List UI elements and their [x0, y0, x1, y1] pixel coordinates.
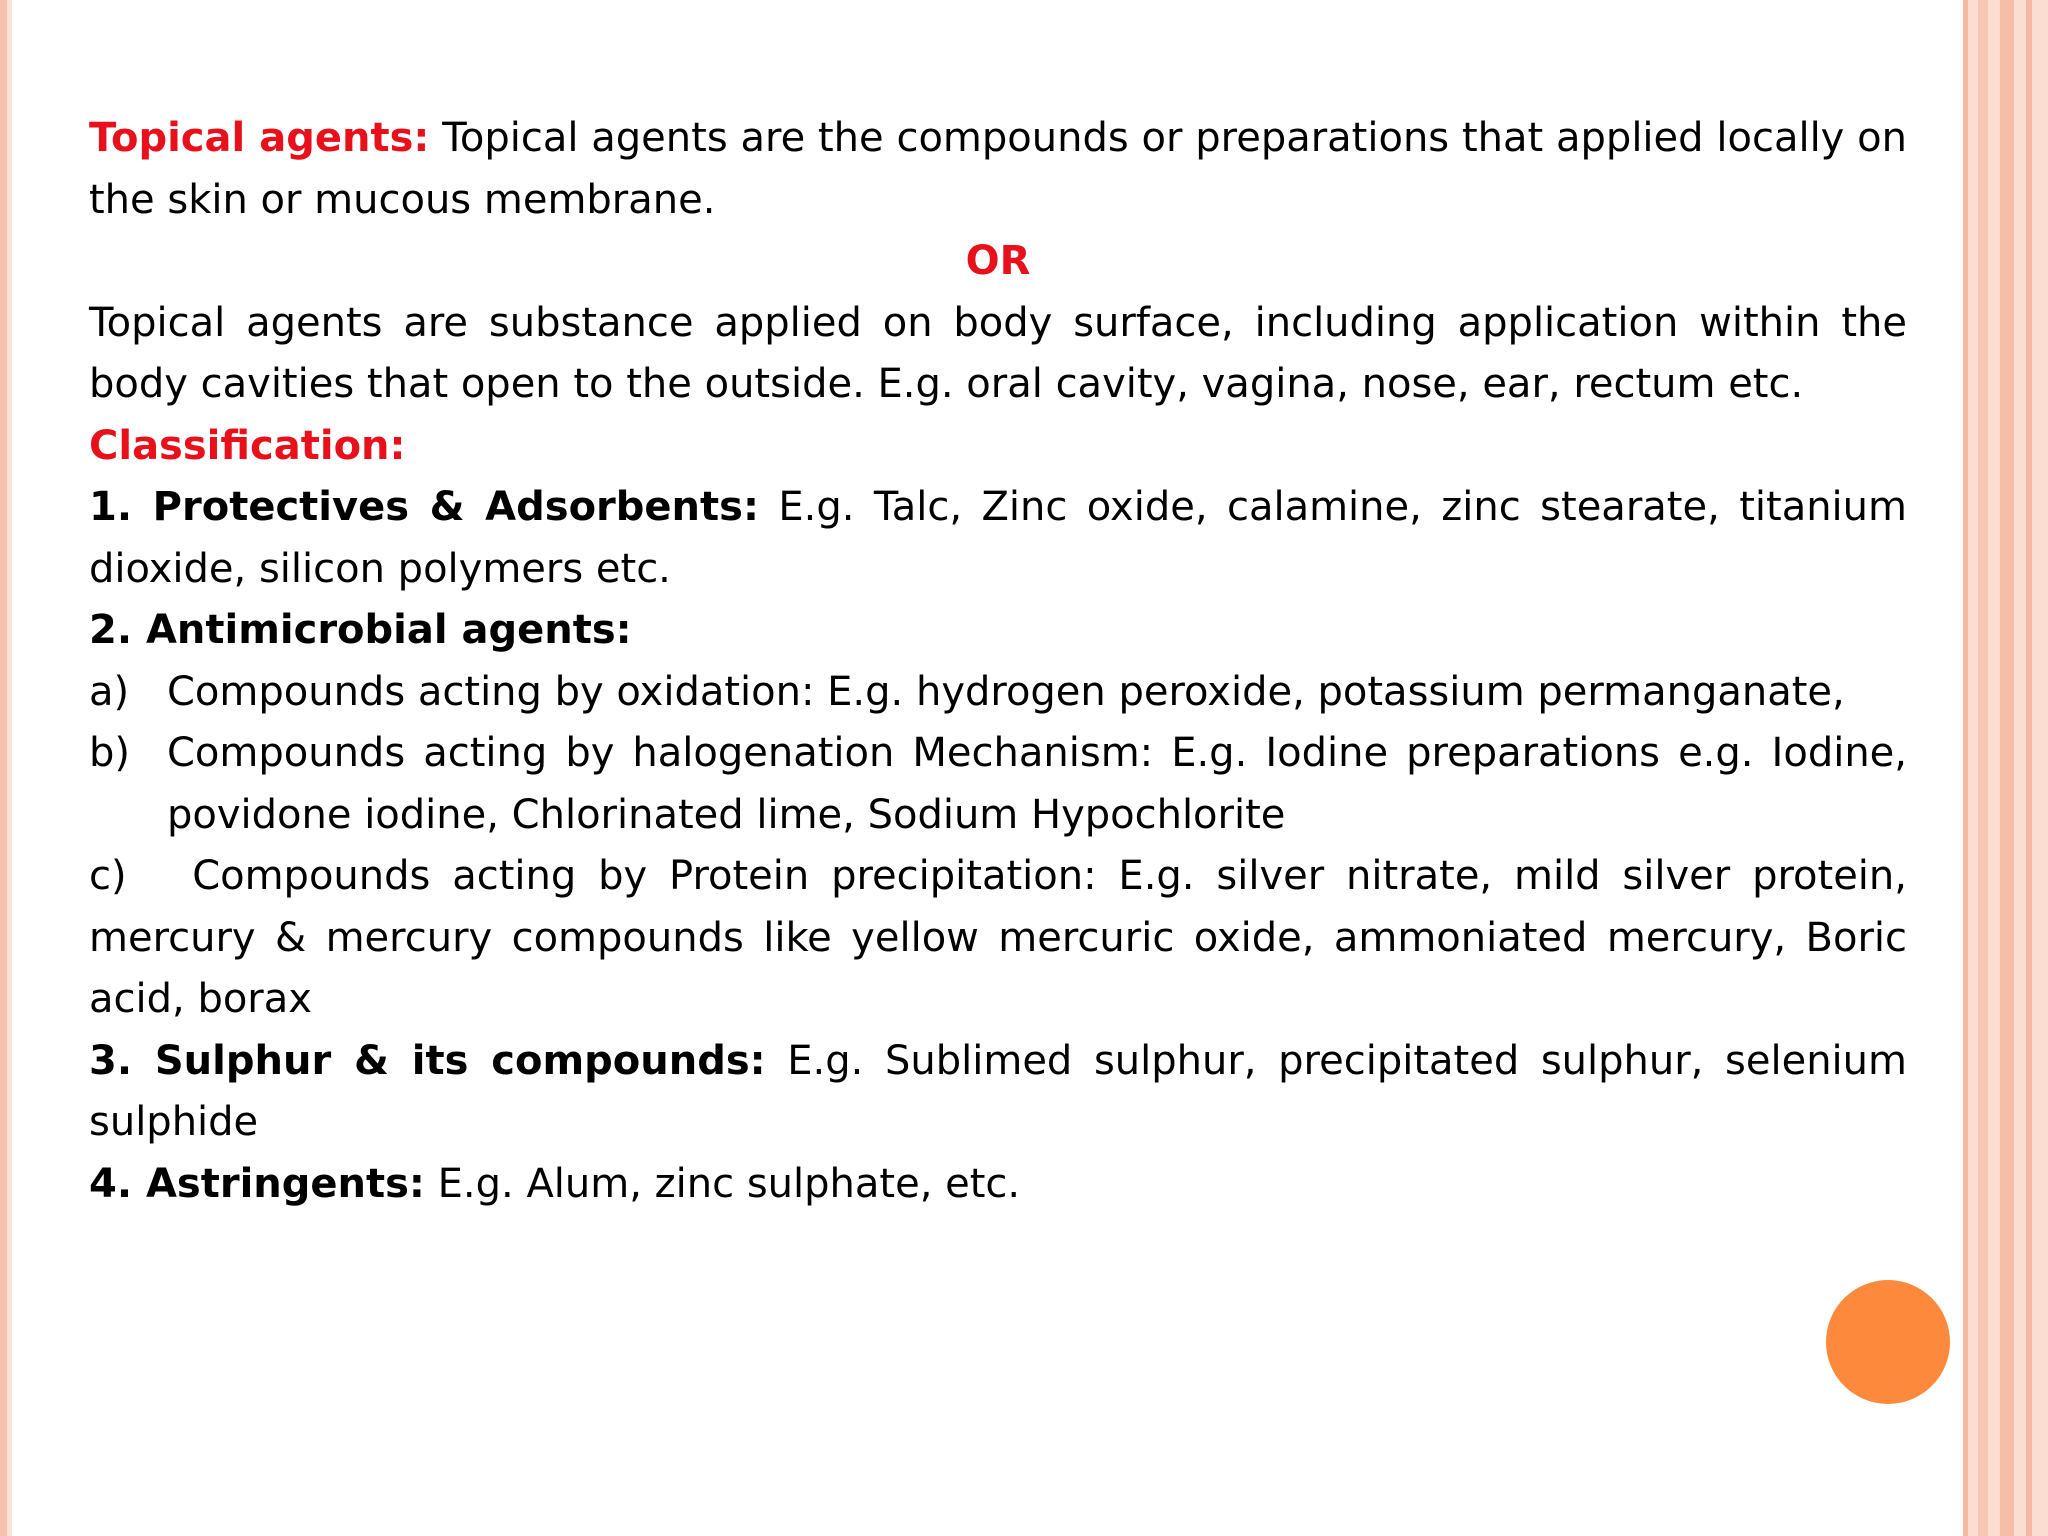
class-item-2a-text: Compounds acting by oxidation: E.g. hydrogen peroxide, potassium permanganate, — [167, 668, 1845, 715]
definition-paragraph-1 — [89, 108, 1907, 231]
term-topical-agents: Topical agents: — [89, 115, 430, 161]
left-border-stripe — [0, 0, 7, 1536]
class-item-2c-text: Compounds acting by Protein precipitation: E.g. silver nitrate, mild silver protein, mercury & mercury compounds like yellow mercuric oxide, ammoniated mercury, Boric acid, borax — [89, 853, 1907, 1022]
class-item-3 — [89, 1031, 1907, 1154]
left-border-stripe-inner — [7, 0, 12, 1536]
class-item-4-title: 4. Astringents: — [89, 1160, 425, 1207]
definition-paragraph-2: Topical agents are substance applied on body surface, including application within the body cavities that open to the outside. E.g. oral cavity, vagina, nose, ear, rectum etc. — [89, 299, 1907, 407]
right-border-line — [2026, 0, 2032, 1536]
class-item-4-text: E.g. Alum, zinc sulphate, etc. — [424, 1160, 1021, 1207]
right-border-line — [1963, 0, 1968, 1536]
right-border-line — [1978, 0, 1988, 1536]
class-item-2-title: 2. Antimicrobial agents: — [89, 607, 632, 653]
class-item-2b — [89, 723, 1907, 846]
class-item-2c — [89, 846, 1907, 1031]
list-marker-a: a) — [89, 668, 130, 715]
class-item-3-title: 3. Sulphur & its compounds: — [89, 1037, 766, 1084]
classification-heading: Classification: — [89, 422, 406, 469]
class-item-1 — [89, 477, 1907, 600]
right-border-line — [2000, 0, 2014, 1536]
class-item-2b-text: Compounds acting by halogenation Mechanism: E.g. Iodine preparations e.g. Iodine, povidone iodine, Chlorinated lime, Sodium Hypochlorite — [167, 730, 1907, 838]
class-item-1-title: 1. Protectives & Adsorbents: — [89, 484, 759, 530]
definition-text-1: Topical agents are the compounds or preparations that applied locally on the skin or mucous membrane. — [89, 115, 1908, 223]
class-item-3-text: E.g. Sublimed sulphur, precipitated sulphur, selenium sulphide — [89, 1037, 1907, 1145]
slide-body — [89, 108, 1907, 1215]
class-item-2a — [89, 662, 1907, 724]
list-marker-c: c) — [89, 853, 127, 899]
or-separator: OR — [965, 238, 1031, 284]
class-item-1-text: E.g. Talc, Zinc oxide, calamine, zinc stearate, titanium dioxide, silicon polymers etc. — [89, 484, 1907, 592]
orange-circle-decoration — [1826, 1280, 1950, 1404]
class-item-4 — [89, 1154, 1907, 1216]
list-marker-b: b) — [89, 730, 130, 776]
